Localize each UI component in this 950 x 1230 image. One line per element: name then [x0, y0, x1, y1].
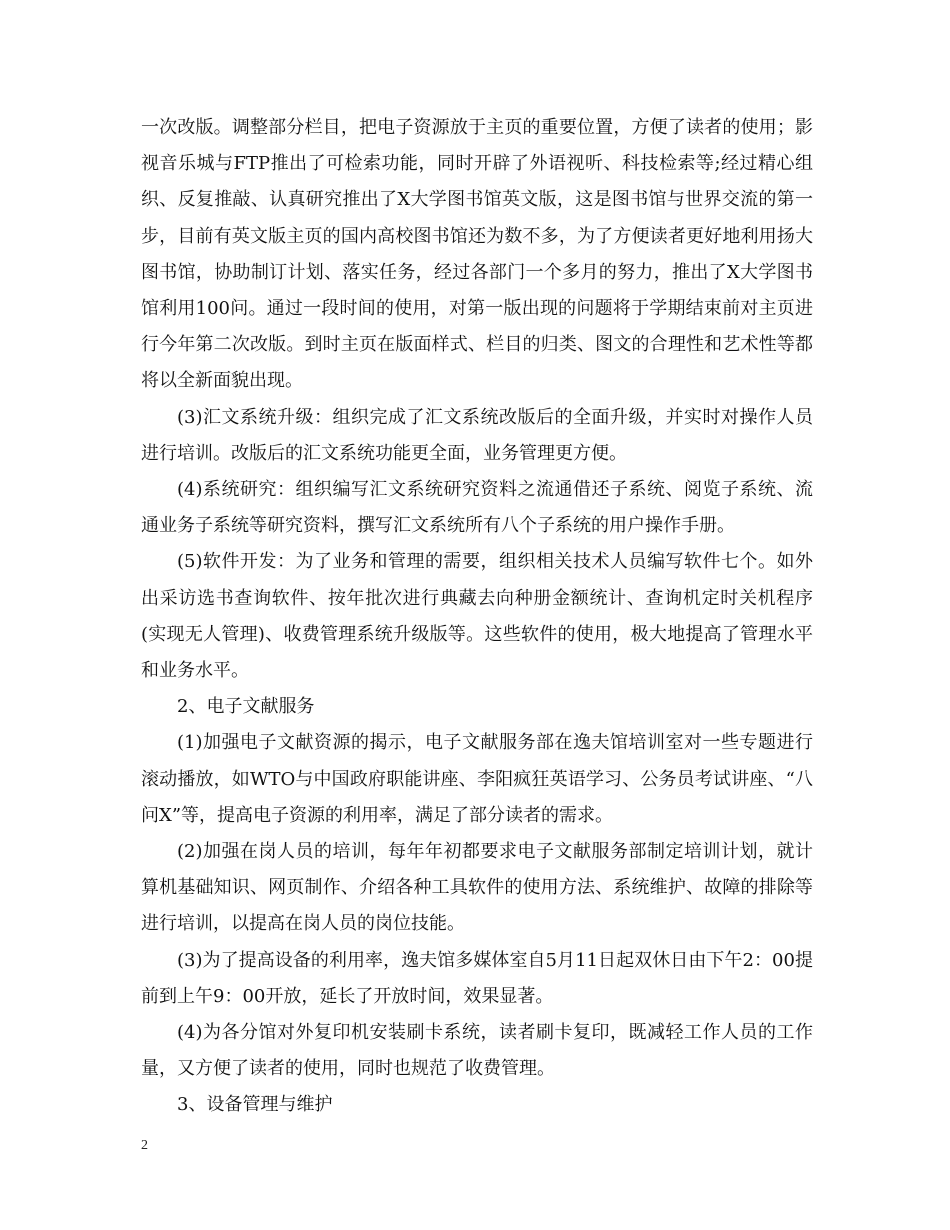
- paragraph-2: (3)汇文系统升级：组织完成了汇文系统改版后的全面升级，并实时对操作人员进行培训。改版后的汇文系统功能更全面，业务管理更方便。: [141, 406, 813, 464]
- paragraph-5: (1)加强电子文献资源的揭示，电子文献服务部在逸夫馆培训室对一些专题进行滚动播放，如WTO与中国政府职能讲座、李阳疯狂英语学习、公务员考试讲座、“八问X”等，提高电子资源的利用率，满足了部分读者的需求。: [141, 732, 813, 826]
- section-heading-3: 3、设备管理与维护: [177, 1094, 333, 1116]
- paragraph-3: (4)系统研究：组织编写汇文系统研究资料之流通借还子系统、阅览子系统、流通业务子系统等研究资料，撰写汇文系统所有八个子系统的用户操作手册。: [141, 479, 813, 537]
- paragraph-4: (5)软件开发：为了业务和管理的需要，组织相关技术人员编写软件七个。如外出采访选书查询软件、按年批次进行典藏去向种册金额统计、查询机定时关机程序(实现无人管理)、收费管理系统升级版等。这些软件的使用，极大地提高了管理水平和业务水平。: [141, 551, 813, 682]
- document-body: [141, 110, 813, 1124]
- paragraph-8: (4)为各分馆对外复印机安装刷卡系统，读者刷卡复印，既减轻工作人员的工作量，又方便了读者的使用，同时也规范了收费管理。: [141, 1022, 813, 1080]
- page-number: 2: [141, 1138, 148, 1153]
- paragraph-1: 一次改版。调整部分栏目，把电子资源放于主页的重要位置，方便了读者的使用；影视音乐城与FTP推出了可检索功能，同时开辟了外语视听、科技检索等;经过精心组织、反复推敲、认真研究推出了X大学图书馆英文版，这是图书馆与世界交流的第一步，目前有英文版主页的国内高校图书馆还为数不多，为了方便读者更好地利用扬大图书馆，协助制订计划、落实任务，经过各部门一个多月的努力，推出了X大学图书馆利用100问。通过一段时间的使用，对第一版出现的问题将于学期结束前对主页进行今年第二次改版。到时主页在版面样式、栏目的归类、图文的合理性和艺术性等都将以全新面貌出现。: [141, 117, 813, 392]
- paragraph-7: (3)为了提高设备的利用率，逸夫馆多媒体室自5月11日起双休日由下午2：00提前到上午9：00开放，延长了开放时间，效果显著。: [141, 949, 813, 1007]
- paragraph-6: (2)加强在岗人员的培训，每年年初都要求电子文献服务部制定培训计划，就计算机基础知识、网页制作、介绍各种工具软件的使用方法、系统维护、故障的排除等进行培训，以提高在岗人员的岗位技能。: [141, 841, 813, 935]
- section-heading-2: 2、电子文献服务: [177, 696, 315, 718]
